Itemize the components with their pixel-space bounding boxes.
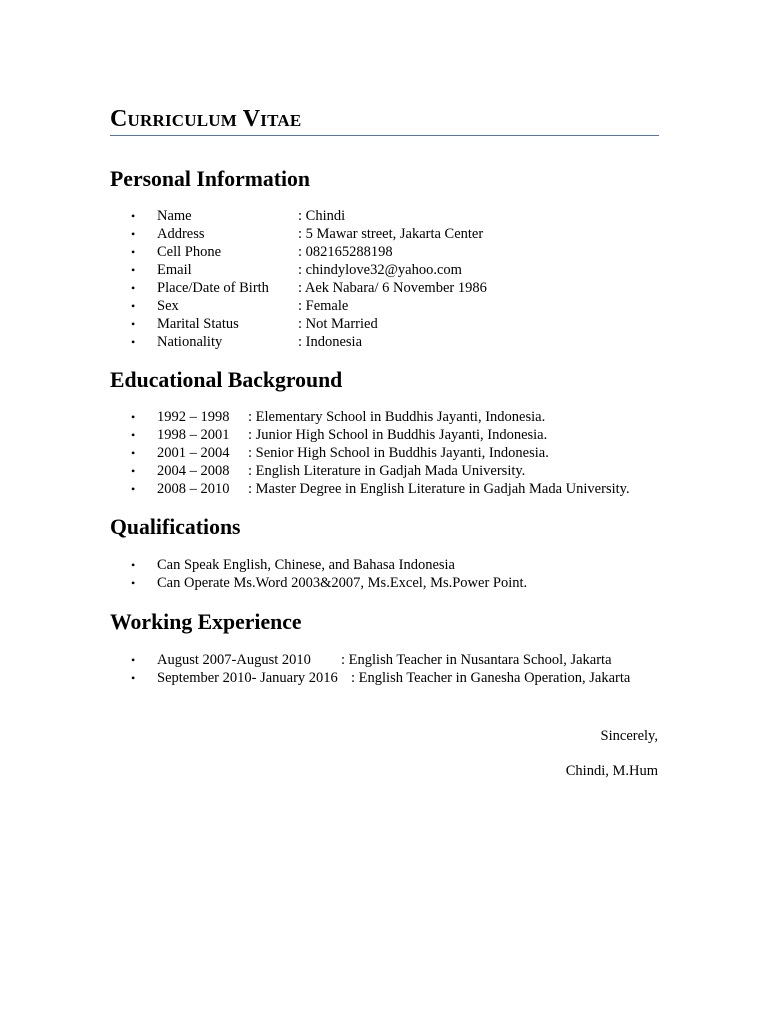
bullet-icon: • xyxy=(131,410,136,424)
personal-label: Marital Status xyxy=(157,316,239,332)
bullet-icon: • xyxy=(131,482,136,496)
bullet-icon: • xyxy=(131,263,136,277)
bullet-icon: • xyxy=(131,653,136,667)
experience-row xyxy=(0,669,768,687)
education-detail: : Senior High School in Buddhis Jayanti, Indonesia. xyxy=(248,445,549,461)
closing-salutation: Sincerely, xyxy=(600,728,658,744)
education-row xyxy=(0,480,768,498)
personal-label: Email xyxy=(157,262,192,278)
personal-label: Place/Date of Birth xyxy=(157,280,269,296)
qualification-item xyxy=(0,556,768,574)
education-period: 2001 – 2004 xyxy=(157,445,230,461)
education-detail: : Elementary School in Buddhis Jayanti, Indonesia. xyxy=(248,409,546,425)
personal-info-row xyxy=(0,261,768,279)
bullet-icon: • xyxy=(131,317,136,331)
personal-info-row xyxy=(0,333,768,351)
experience-detail: : English Teacher in Nusantara School, Jakarta xyxy=(341,652,612,668)
bullet-icon: • xyxy=(131,446,136,460)
personal-info-heading: Personal Information xyxy=(110,167,310,191)
document-title: Curriculum Vitae xyxy=(110,106,302,132)
bullet-icon: • xyxy=(131,576,136,590)
bullet-icon: • xyxy=(131,245,136,259)
personal-value: : Female xyxy=(298,298,349,314)
personal-info-list xyxy=(0,207,768,351)
bullet-icon: • xyxy=(131,428,136,442)
bullet-icon: • xyxy=(131,281,136,295)
qualifications-list xyxy=(0,556,768,592)
experience-heading: Working Experience xyxy=(110,610,302,634)
personal-value: : Not Married xyxy=(298,316,378,332)
education-heading: Educational Background xyxy=(110,368,343,392)
qualification-text: Can Operate Ms.Word 2003&2007, Ms.Excel, Ms.Power Point. xyxy=(157,575,528,591)
personal-label: Nationality xyxy=(157,334,223,350)
personal-info-row xyxy=(0,315,768,333)
education-period: 2004 – 2008 xyxy=(157,463,230,479)
personal-info-row xyxy=(0,243,768,261)
personal-value: : 5 Mawar street, Jakarta Center xyxy=(298,226,484,242)
personal-value: : Aek Nabara/ 6 November 1986 xyxy=(298,280,487,296)
qualification-text: Can Speak English, Chinese, and Bahasa Indonesia xyxy=(157,557,455,573)
personal-label: Name xyxy=(157,208,192,224)
personal-value: : Chindi xyxy=(298,208,346,224)
education-row xyxy=(0,444,768,462)
personal-value: : chindylove32@yahoo.com xyxy=(298,262,462,278)
education-period: 2008 – 2010 xyxy=(157,481,230,497)
education-period: 1992 – 1998 xyxy=(157,409,230,425)
education-list xyxy=(0,408,768,498)
personal-info-row xyxy=(0,279,768,297)
experience-detail: : English Teacher in Ganesha Operation, Jakarta xyxy=(351,670,631,686)
qualification-item xyxy=(0,574,768,592)
education-detail: : Master Degree in English Literature in Gadjah Mada University. xyxy=(248,481,630,497)
bullet-icon: • xyxy=(131,671,136,685)
signature-name: Chindi, M.Hum xyxy=(565,763,658,779)
bullet-icon: • xyxy=(131,299,136,313)
experience-period: September 2010- January 2016 xyxy=(157,670,338,686)
education-detail: : Junior High School in Buddhis Jayanti, Indonesia. xyxy=(248,427,548,443)
personal-info-row xyxy=(0,207,768,225)
education-period: 1998 – 2001 xyxy=(157,427,230,443)
personal-value: : 082165288198 xyxy=(298,244,393,260)
experience-period: August 2007-August 2010 xyxy=(157,652,311,668)
bullet-icon: • xyxy=(131,335,136,349)
education-row xyxy=(0,408,768,426)
experience-list xyxy=(0,651,768,687)
experience-row xyxy=(0,651,768,669)
education-detail: : English Literature in Gadjah Mada University. xyxy=(248,463,526,479)
bullet-icon: • xyxy=(131,464,136,478)
personal-info-row xyxy=(0,297,768,315)
personal-info-row xyxy=(0,225,768,243)
education-row xyxy=(0,426,768,444)
personal-value: : Indonesia xyxy=(298,334,363,350)
bullet-icon: • xyxy=(131,558,136,572)
personal-label: Cell Phone xyxy=(157,244,222,260)
education-row xyxy=(0,462,768,480)
title-underline xyxy=(110,135,659,136)
personal-label: Address xyxy=(157,226,205,242)
personal-label: Sex xyxy=(157,298,179,314)
bullet-icon: • xyxy=(131,227,136,241)
qualifications-heading: Qualifications xyxy=(110,515,241,539)
bullet-icon: • xyxy=(131,209,136,223)
